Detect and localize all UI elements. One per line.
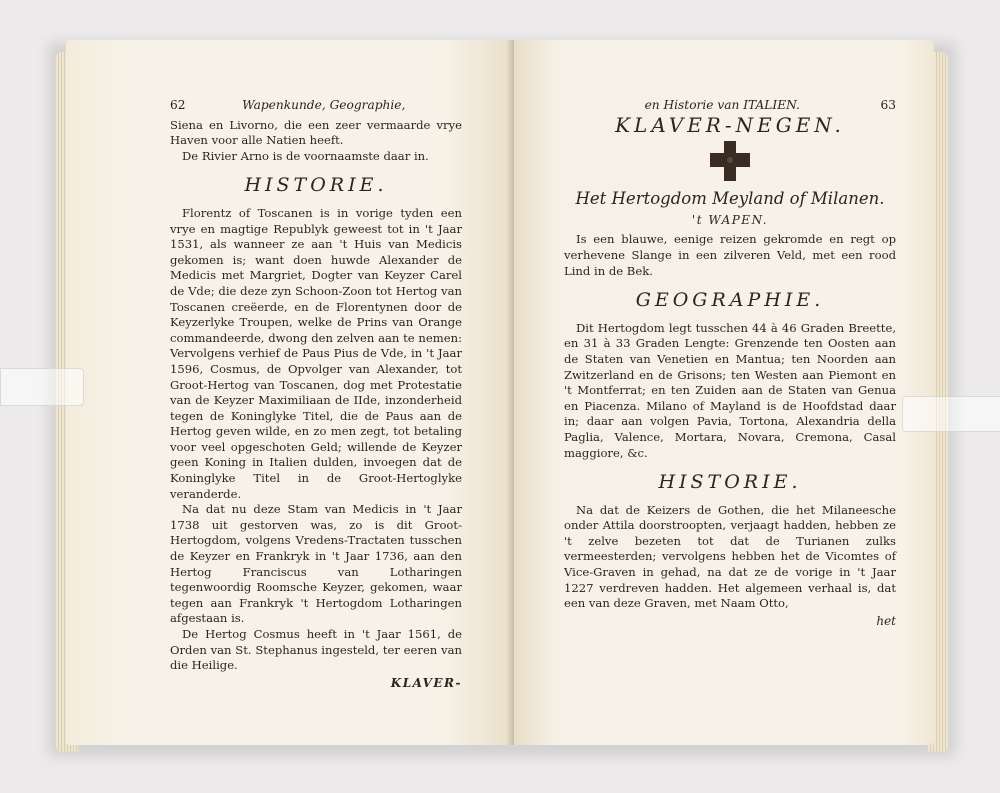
geographie-paragraph: Dit Hertogdom legt tusschen 44 à 46 Graden Breette, en 31 à 33 Graden Lengte: Grenzende ten Oosten aan de Staten van Venetien en Mantua; ten Noorden aan Zwitzerland en de Grisons; ten Westen aan Piemont en 't Montferrat; en ten Zuiden aan de Staten van Genua en Piacenza. Milano of Mayland is de Hoofdstad daar in; daar aan volgen Pavia, Tortona, Alexandria della Paglia, Valence, Mortara, Novara, Cremona, Casal maggiore, &c. [564,320,896,460]
right-running-head [564,98,896,114]
right-text-block [564,98,896,629]
left-page [66,40,514,745]
page-holder-clip-right [902,396,1000,432]
right-page [514,40,934,745]
right-page-number: 63 [880,98,896,112]
left-intro-paragraph-1: Siena en Livorno, die een zeer vermaarde vrye Haven voor alle Natien heeft. [170,117,462,148]
right-sub-heading: Het Hertogdom Meyland of Milanen. [575,189,885,209]
clover-cross-icon [708,139,752,183]
left-section-heading: HISTORIE. [244,174,388,197]
right-historie-heading: HISTORIE. [658,471,802,494]
right-historie-paragraph: Na dat de Keizers de Gothen, die het Milaneesche onder Attila doorstroopten, verjaagt hadden, hebben ze 't zelve bezeten tot dat de Turianen zulks vermeesterden; vervolgens hebben het de Vicomtes of Vice-Graven in gehad, na dat ze de vorige in 't Jaar 1227 verdreven hadden. Het algemeen verhaal is, dat een van deze Graven, met Naam Otto, [564,502,896,611]
left-history-paragraph-1: Florentz of Toscanen is in vorige tyden een vrye en magtige Republyk geweest tot in 't Jaar 1531, als wanneer ze aan 't Huis van Medicis gekomen is; want doen huwde Alexander de Medicis met Margriet, Dogter van Keyzer Carel de Vde; die deze zyn Schoon-Zoon tot Hertog van Toscanen creëerde, en de Florentynen door de Keyzerlyke Troupen, welke de Prins van Orange commandeerde, dwong den zelven aan te nemen: Vervolgens verhief de Paus Pius de Vde, in 't Jaar 1596, Cosmus, de Opvolger van Alexander, tot Groot-Hertog van Toscanen, dog met Protestatie van de Keyzer Maximiliaan de IIde, inzonderheid tegen de Koninglyke Titel, die de Paus aan de Hertog geven wilde, en zo men zegt, tot betaling voor veel opgeschoten Geld; willende de Keyzer geen Koning in Italien dulden, invoegen dat de Koninglyke Titel in de Groot-Hertoglyke veranderde. [170,205,462,501]
page-holder-clip-left [0,368,84,406]
left-page-number: 62 [170,98,186,112]
geographie-heading: GEOGRAPHIE. [635,289,825,312]
left-catchword: KLAVER- [390,675,462,690]
right-main-heading: KLAVER-NEGEN. [615,112,845,137]
right-running-title: en Historie van ITALIEN. [644,98,800,112]
left-text-block [170,98,462,691]
left-history-paragraph-3: De Hertog Cosmus heeft in 't Jaar 1561, de Orden van St. Stephanus ingesteld, ter eeren van die Heilige. [170,627,462,673]
left-intro-paragraph-2: De Rivier Arno is de voornaamste daar in. [182,148,429,163]
left-running-title: Wapenkunde, Geographie, [242,98,406,112]
right-catchword: het [876,613,896,628]
clover-suit-emblem [564,139,896,183]
wapen-label: 't WAPEN. [691,212,769,227]
left-history-paragraph-2: Na dat nu deze Stam van Medicis in 't Jaar 1738 uit gestorven was, zo is dit Groot-Hertogdom, volgens Vredens-Tractaten tusschen de Keyzer en Frankryk in 't Jaar 1736, aan den Hertog Franciscus van Lotharingen tegenwoordig Roomsche Keyzer, gekomen, waar tegen aan Frankryk 't Hertogdom Lotharingen afgestaan is. [170,502,462,626]
left-running-head [170,98,462,114]
wapen-paragraph: Is een blauwe, eenige reizen gekromde en regt op verhevene Slange in een zilveren Veld, met een rood Lind in de Bek. [564,232,896,278]
